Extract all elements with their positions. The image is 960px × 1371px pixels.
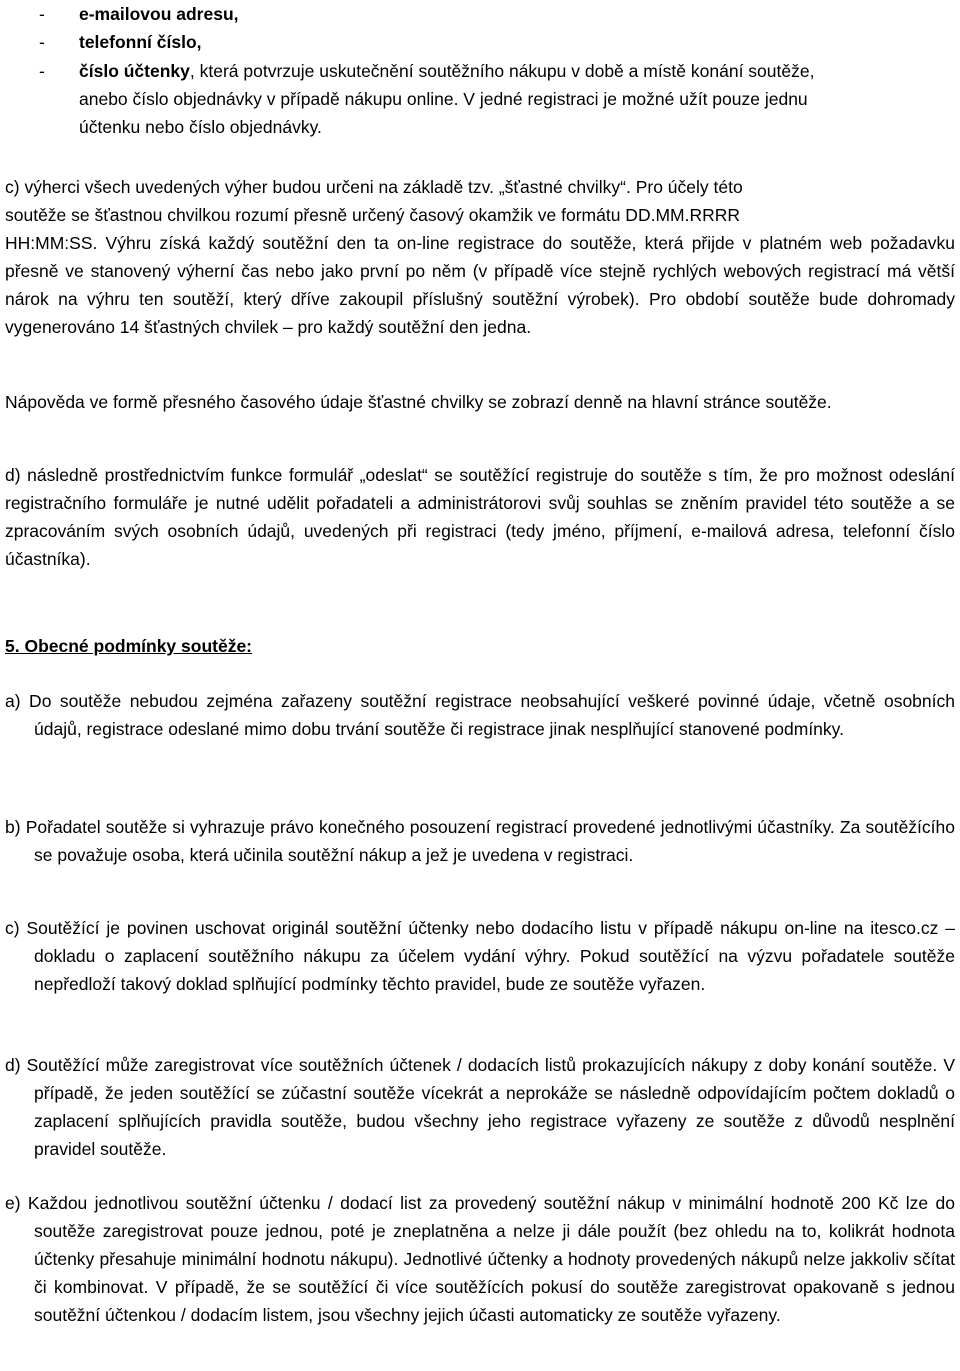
paragraph-c-line2: soutěže se šťastnou chvilkou rozumí přesně určený časový okamžik ve formátu DD.MM.RRRR [5,205,741,225]
section-5-heading: 5. Obecné podmínky soutěže: [5,636,252,656]
list-item-text: telefonní číslo, [79,32,202,52]
section-5-item-d: d) Soutěžící může zaregistrovat více soutěžních účtenek / dodacích listů prokazujících nákupy z doby konání soutěže. V případě, že jeden soutěžící se zúčastní soutěže vícekrát a neprokáže se následně odpovídajícím počtem dokladů o zaplacení splňujících pravidla soutěže, budou všechny jeho registrace vyřazeny ze soutěže z důvodů nesplnění pravidel soutěže. [5,1055,955,1159]
paragraph-help: Nápověda ve formě přesného časového údaje šťastné chvilky se zobrazí denně na hlavní stránce soutěže. [5,392,832,412]
paragraph-c-rest: HH:MM:SS. Výhru získá každý soutěžní den ta on-line registrace do soutěže, která přijde v platném web požadavku přesně ve stanovený výherní čas nebo jako první po něm (v případě více stejně rychlých webových registrací má větší nárok na výhru ten soutěží, který dříve zakoupil příslušný soutěžní výrobek). Pro období soutěže bude dohromady vygenerováno 14 šťastných chvilek – pro každý soutěžní den jedna. [5,233,955,337]
section-5-item-e: e) Každou jednotlivou soutěžní účtenku / dodací list za provedený soutěžní nákup v minimální hodnotě 200 Kč lze do soutěže zaregistrovat pouze jednou, poté je zneplatněna a nelze ji dále použít (bez ohledu na to, kolikrát hodnota účtenky přesahuje minimální hodnotu nákupu). Jednotlivé účtenky a hodnoty provedených nákupů nelze jakkoliv sčítat či kombinovat. V případě, že se soutěžící či více soutěžících pokusí do soutěže zaregistrovat opakovaně s jednou soutěžní účtenkou / dodacím listem, jsou všechny jejich účasti automaticky ze soutěže vyřazeny. [5,1193,955,1325]
list-item-text: e-mailovou adresu, [79,4,239,24]
receipt-text: , která potvrzuje uskutečnění soutěžního nákupu v době a místě konání soutěže, [189,61,815,81]
list-item-text [79,57,959,141]
section-5-item-b: b) Pořadatel soutěže si vyhrazuje právo konečného posouzení registrací provedené jednotlivými účastníky. Za soutěžícího se považuje osoba, která učinila soutěžní nákup a jež je uvedena v registraci. [5,817,955,865]
section-5-item-c: c) Soutěžící je povinen uschovat originál soutěžní účtenky nebo dodacího listu v případě nákupu on-line na itesco.cz – dokladu o zaplacení soutěžního nákupu za účelem vydání výhry. Pokud soutěžící na výzvu pořadatele soutěže nepředloží takový doklad splňující podmínky těchto pravidel, bude ze soutěže vyřazen. [5,918,955,994]
paragraph-d-submit: d) následně prostřednictvím funkce formulář „odeslat“ se soutěžící registruje do soutěže s tím, že pro možnost odeslání registračního formuláře je nutné udělit pořadateli a administrátorovi svůj souhlas se zněním pravidel této soutěže a se zpracováním svých osobních údajů, uvedených při registraci (tedy jméno, příjmení, e-mailová adresa, telefonní číslo účastníka). [5,465,955,569]
section-5-item-a: a) Do soutěže nebudou zejména zařazeny soutěžní registrace neobsahující veškeré povinné údaje, včetně osobních údajů, registrace odeslané mimo dobu trvání soutěže či registrace jinak nesplňující stanovené podmínky. [5,691,955,739]
list-dash: - [39,32,45,52]
receipt-label: číslo účtenky [79,61,190,81]
list-dash: - [39,61,45,81]
paragraph-c-line1: c) výherci všech uvedených výher budou určeni na základě tzv. „šťastné chvilky“. Pro účely této [5,177,743,197]
paragraph-c-winners [5,173,955,341]
receipt-text-line3: účtenku nebo číslo objednávky. [79,117,322,137]
receipt-text-line2: anebo číslo objednávky v případě nákupu online. V jedné registraci je možné užít pouze jednu [79,89,808,109]
list-dash: - [39,4,45,24]
